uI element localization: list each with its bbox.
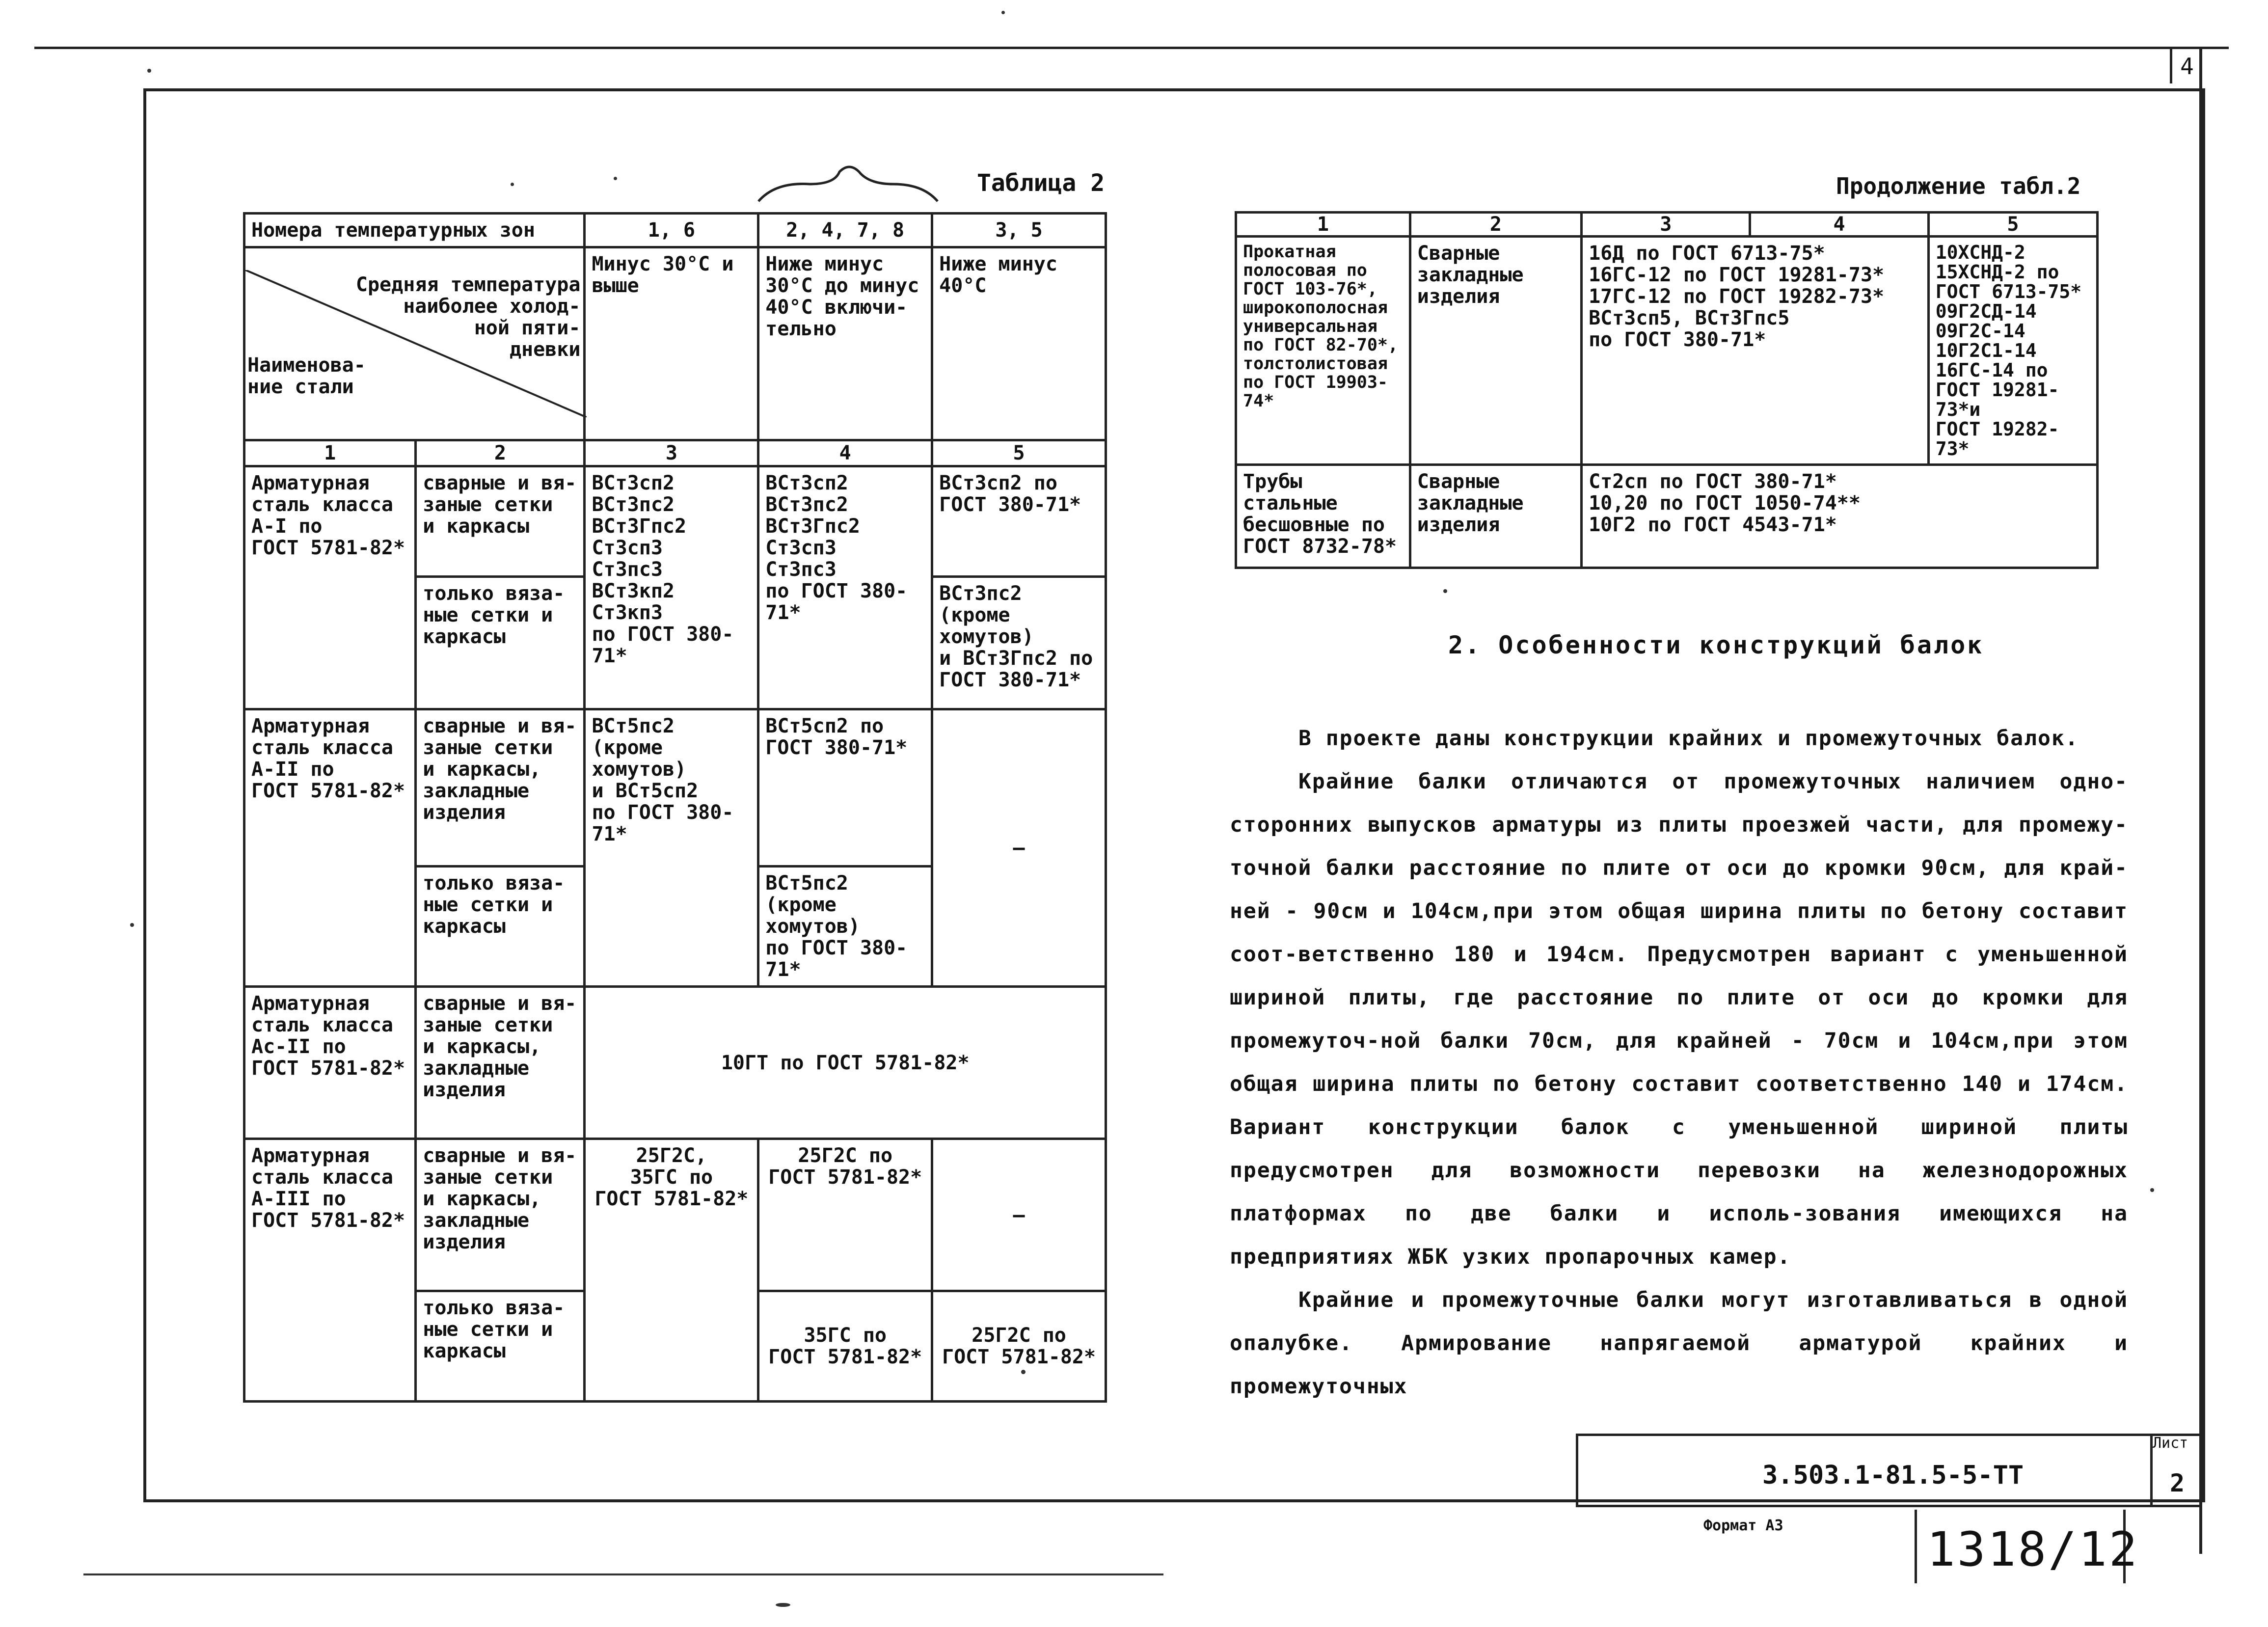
a3-zone-1-6: 25Г2С, 35ГС по ГОСТ 5781-82* [585,1139,758,1402]
condition-zone-2-4-7-8: Ниже минус 30°С до минус 40°С включи- тельно [758,247,932,440]
col-number: 1 [244,440,416,466]
document-code: 3.503.1-81.5-5-ТТ [1762,1461,2024,1490]
pipes-use: Сварные закладные изделия [1410,465,1581,568]
curly-brace-mark [756,162,943,206]
paragraph: В проекте даны конструкции крайних и промежуточных балок. [1298,726,2079,751]
steel-name-label: Наименова- ние стали [247,354,366,398]
bottom-scan-line [83,1573,1163,1575]
col-number: 3 [1582,213,1750,237]
scan-speck [511,183,514,186]
a1-zone-3-5-tied: ВСт3пс2 (кроме хомутов) и ВСт3Гпс2 по ГОСТ 380-71* [932,577,1106,709]
zone-1-6: 1, 6 [585,214,758,247]
section-body [1230,717,2128,1408]
a3-zone-2-4-7-8-welded: 25Г2С по ГОСТ 5781-82* [758,1139,932,1291]
inventory-number: 1318/12 [1927,1522,2139,1577]
a3-zone-3-5-welded: — [932,1139,1106,1291]
a3-zone-3-5-tied: 25Г2С по ГОСТ 5781-82* [932,1291,1106,1402]
col-number: 2 [1410,213,1581,237]
steel-class-ac2: Арматурная сталь класса Ас-II по ГОСТ 5781-82* [244,987,416,1139]
a2-use-welded: сварные и вя- заные сетки и каркасы, закладные изделия [416,709,585,867]
a1-zone-3-5-welded: ВСт3сп2 по ГОСТ 380-71* [932,466,1106,577]
scan-speck [1443,589,1447,593]
a1-use-tied: только вяза- ные сетки и каркасы [416,577,585,709]
scan-speck [2150,1188,2154,1192]
a3-zone-2-4-7-8-tied: 35ГС по ГОСТ 5781-82* [758,1291,932,1402]
a2-zone-2-4-7-8-welded: ВСт5сп2 по ГОСТ 380-71* [758,709,932,867]
top-sheet-number: 4 [2170,49,2202,83]
scan-speck [147,69,151,73]
col-number: 1 [1236,213,1410,237]
a3-use-tied: только вяза- ные сетки и каркасы [416,1291,585,1402]
scan-speck [1021,1370,1026,1374]
scan-speck [1001,11,1005,14]
section-heading: 2. Особенности конструкций балок [1448,631,1984,659]
rolled-steel-zones-3-4: 16Д по ГОСТ 6713-75* 16ГС-12 по ГОСТ 19281-73* 17ГС-12 по ГОСТ 19282-73* ВСт3сп5, ВСт3Гпс5 по ГОСТ 380-71* [1582,237,1929,465]
paper-format: Формат А3 [1703,1517,1783,1534]
col-number: 2 [416,440,585,466]
col-number: 5 [932,440,1106,466]
paragraph: Крайние балки отличаются от промежуточных наличием одно-сторонних выпусков арматуры из плиты проезжей части, для промежу-точной балки расстояние по плите от оси до кромки 90см, для край-ней - 90см и 104см,при этом общая ширина плиты по бетону составит соот-ветственно 180 и 194см. Предусмотрен вариант с уменьшенной шириной плиты, где расстояние по плите от оси до кромки для промежуточ-ной балки 70см, для крайней - 70см и 104см,при этом общая ширина плиты по бетону составит соответственно 140 и 174см. Вариант конструкции балок с уменьшенной шириной плиты предусмотрен для возможности перевозки на железнодорожных платформах по две балки и исполь-зования имеющихся на предприятиях ЖБК узких пропарочных камер. [1230,769,2128,1269]
sheet-number: 2 [2170,1469,2185,1497]
condition-zone-1-6: Минус 30°С и выше [585,247,758,440]
table2 [243,212,1107,1403]
pipes-name: Трубы стальные бесшовные по ГОСТ 8732-78* [1236,465,1410,568]
a2-zone-3-5: — [932,709,1106,987]
col-number: 5 [1928,213,2097,237]
paragraph: Крайние и промежуточные балки могут изготавливаться в одной опалубке. Армирование напрягаемой арматурой крайних и промежуточных [1230,1288,2128,1399]
a2-zone-1-6: ВСт5пс2 (кроме хомутов) и ВСт5сп2 по ГОСТ 380-71* [585,709,758,987]
a1-zone-1-6: ВСт3сп2 ВСт3пс2 ВСт3Гпс2 Ст3сп3 Ст3пс3 ВСт3кп2 Ст3кп3 по ГОСТ 380-71* [585,466,758,709]
a1-zone-2-4-7-8: ВСт3сп2 ВСт3пс2 ВСт3Гпс2 Ст3сп3 Ст3пс3 по ГОСТ 380-71* [758,466,932,709]
table2-caption: Таблица 2 [977,169,1105,197]
scan-speck [614,177,617,180]
ac2-use: сварные и вя- заные сетки и каркасы, закладные изделия [416,987,585,1139]
rolled-steel-use: Сварные закладные изделия [1410,237,1581,465]
sheet-label: Лист [2153,1435,2188,1452]
table2-cont-caption: Продолжение табл.2 [1836,173,2081,199]
zones-header: Номера температурных зон [244,214,585,247]
scan-speck [130,923,134,927]
steel-class-a1: Арматурная сталь класса А-I по ГОСТ 5781-82* [244,466,416,709]
a3-use-welded: сварные и вя- заные сетки и каркасы, закладные изделия [416,1139,585,1291]
steel-class-a2: Арматурная сталь класса А-II по ГОСТ 5781-82* [244,709,416,987]
pipes-grades: Ст2сп по ГОСТ 380-71* 10,20 по ГОСТ 1050-74** 10Г2 по ГОСТ 4543-71* [1582,465,2098,568]
col-number: 4 [758,440,932,466]
table2-continuation [1235,211,2099,569]
col-number: 3 [585,440,758,466]
zone-2-4-7-8: 2, 4, 7, 8 [758,214,932,247]
steel-class-a3: Арматурная сталь класса А-III по ГОСТ 5781-82* [244,1139,416,1402]
avg-temperature-label: Средняя температура наиболее холод- ной пяти- дневки [355,273,581,361]
scan-speck [776,1603,790,1607]
a1-use-welded: сварные и вя- заные сетки и каркасы [416,466,585,577]
col-number: 4 [1750,213,1928,237]
a2-zone-2-4-7-8-tied: ВСт5пс2 (кроме хомутов) по ГОСТ 380-71* [758,867,932,987]
rolled-steel-name: Прокатная полосовая по ГОСТ 103-76*, широкополосная универсальная по ГОСТ 82-70*, толстолистовая по ГОСТ 19903-74* [1236,237,1410,465]
ac2-all-zones: 10ГТ по ГОСТ 5781-82* [585,987,1106,1139]
zone-3-5: 3, 5 [932,214,1106,247]
condition-zone-3-5: Ниже минус 40°С [932,247,1106,440]
diagonal-header-cell [244,247,585,440]
a2-use-tied: только вяза- ные сетки и каркасы [416,867,585,987]
rolled-steel-zone-5: 10ХСНД-2 15ХСНД-2 по ГОСТ 6713-75* 09Г2СД-14 09Г2С-14 10Г2С1-14 16ГС-14 по ГОСТ 19281-73*и ГОСТ 19282-73* [1928,237,2097,465]
